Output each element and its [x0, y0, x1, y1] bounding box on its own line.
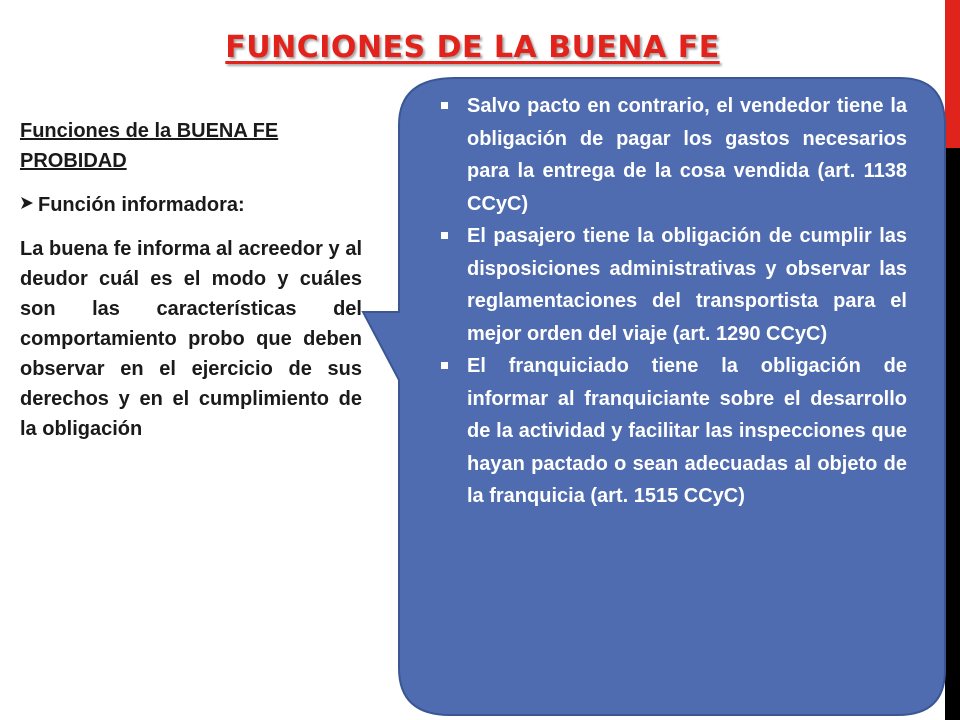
callout-item-text: Salvo pacto en contrario, el vendedor tiene la obligación de pagar los gastos necesarios para la entrega de la cosa vendida (art. 1138 CCyC)	[467, 95, 907, 215]
callout-item	[431, 90, 907, 220]
callout-item-text: El franquiciado tiene la obligación de informar al franquiciante sobre el desarrollo de la actividad y facilitar las inspecciones que hayan pactado o sean adecuadas al objeto de la franquicia (art. 1515 CCyC)	[467, 355, 907, 507]
callout-item	[431, 350, 907, 513]
callout-item	[431, 220, 907, 350]
square-bullet-icon	[441, 232, 448, 239]
callout-item-text: El pasajero tiene la obligación de cumplir las disposiciones administrativas y observar las reglamentaciones del transportista para el mejor orden del viaje (art. 1290 CCyC)	[467, 225, 907, 345]
function-bullet-label: Función informadora:	[38, 194, 245, 216]
slide-title: FUNCIONES DE LA BUENA FE	[225, 30, 720, 65]
callout-bullet-list	[431, 90, 907, 513]
left-subheading: Funciones de la BUENA FE PROBIDAD	[20, 120, 279, 172]
square-bullet-icon	[441, 362, 448, 369]
left-paragraph: La buena fe informa al acreedor y al deudor cuál es el modo y cuáles son las características del comportamiento probo que deben observar en el ejercicio de sus derechos y en el cumplimiento de la obligación	[20, 238, 362, 440]
callout-content	[399, 76, 945, 720]
square-bullet-icon	[441, 102, 448, 109]
